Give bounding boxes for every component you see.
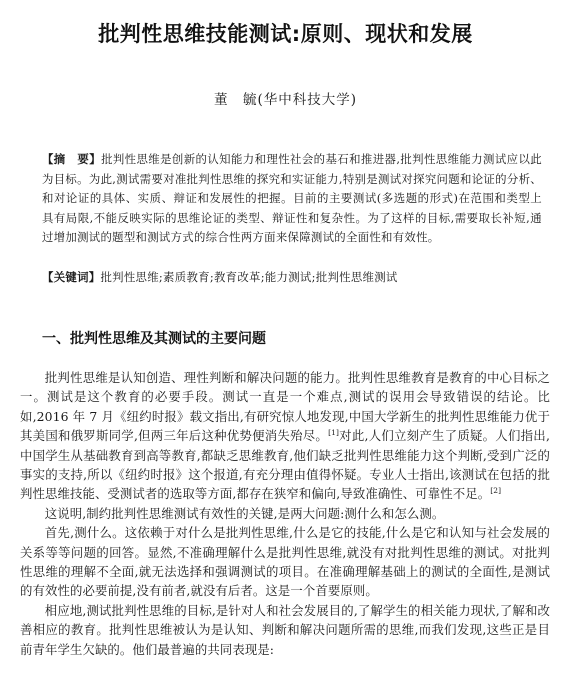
paragraph: 首先,测什么。这依赖于对什么是批判性思维,什么是它的技能,什么是它和认知与社会发展的关系等等问题的回答。显然,不准确理解什么是批判性思维,就没有对批判性思维的测试。对批判性思维的理解不全面,就无法选择和强调测试的项目。在准确理解基础上的测试的全面性,是测试的有效性的必要前提,没有前者,就没有后者。这是一个首要原则。 — [20, 525, 550, 599]
citation-ref: [1] — [328, 428, 339, 438]
paragraph-text: 批判性思维是认知创造、理性判断和解决问题的能力。批判性思维教育是教育的中心目标之一。测试是这个教育的必要手段。测试一直是一个难点,测试的误用会导致错误的结论。比如,2016 年 7 月《纽约时报》载文指出,有研究惊人地发现,中国大学新生的批判性思维能力优于其美国和俄罗斯同学,但两三年后这种优势便消失殆尽。 — [20, 370, 550, 444]
keywords-label: 【关键词】 — [42, 270, 101, 284]
paragraph-text: 对此,人们立刻产生了质疑。人们指出,中国学生从基础教育到高等教育,都缺乏思维教育,他们缺乏批判性思维能力这个判断,受到广泛的事实的支持,所以《纽约时报》这个报道,有充分理由值得怀疑。专业人士指出,该测试在包括的批判性思维技能、受测试者的选取等方面,都存在狭窄和偏向,导致准确性、可靠性不足。 — [20, 428, 550, 502]
paragraph — [20, 368, 550, 504]
abstract-block — [42, 150, 542, 248]
paper-title: 批判性思维技能测试:原则、现状和发展 — [98, 22, 473, 46]
paragraph: 这说明,制约批判性思维测试有效性的关键,是两大问题:测什么和怎么测。 — [44, 505, 445, 521]
paragraph: 相应地,测试批判性思维的目标,是针对人和社会发展目的,了解学生的相关能力现状,了解和改善相应的教育。批判性思维被认为是认知、判断和解决问题所需的思维,而我们发现,这些正是目前青年学生欠缺的。他们最普遍的共同表现是: — [20, 602, 550, 657]
abstract-label: 【摘 要】 — [42, 152, 102, 166]
paper-author: 董 毓(华中科技大学) — [213, 92, 358, 108]
keywords-block — [42, 268, 542, 287]
keywords-text: 批判性思维;素质教育;教育改革;能力测试;批判性思维测试 — [100, 270, 398, 284]
section-heading: 一、批判性思维及其测试的主要问题 — [42, 331, 266, 347]
citation-ref: [2] — [490, 486, 502, 496]
abstract-text: 批判性思维是创新的认知能力和理性社会的基石和推进器,批判性思维能力测试应以此为目标。为此,测试需要对准批判性思维的探究和实证能力,特别是测试对探究问题和论证的分析、和对论证的具体、实质、辩证和发展性的把握。目前的主要测试(多选题的形式)在范围和类型上具有局限,不能反映实际的思维论证的类型、辩证性和复杂性。为了这样的目标,需要取长补短,通过增加测试的题型和测试方式的综合性两方面来保障测试的全面性和有效性。 — [42, 152, 542, 245]
body-text — [20, 368, 550, 659]
